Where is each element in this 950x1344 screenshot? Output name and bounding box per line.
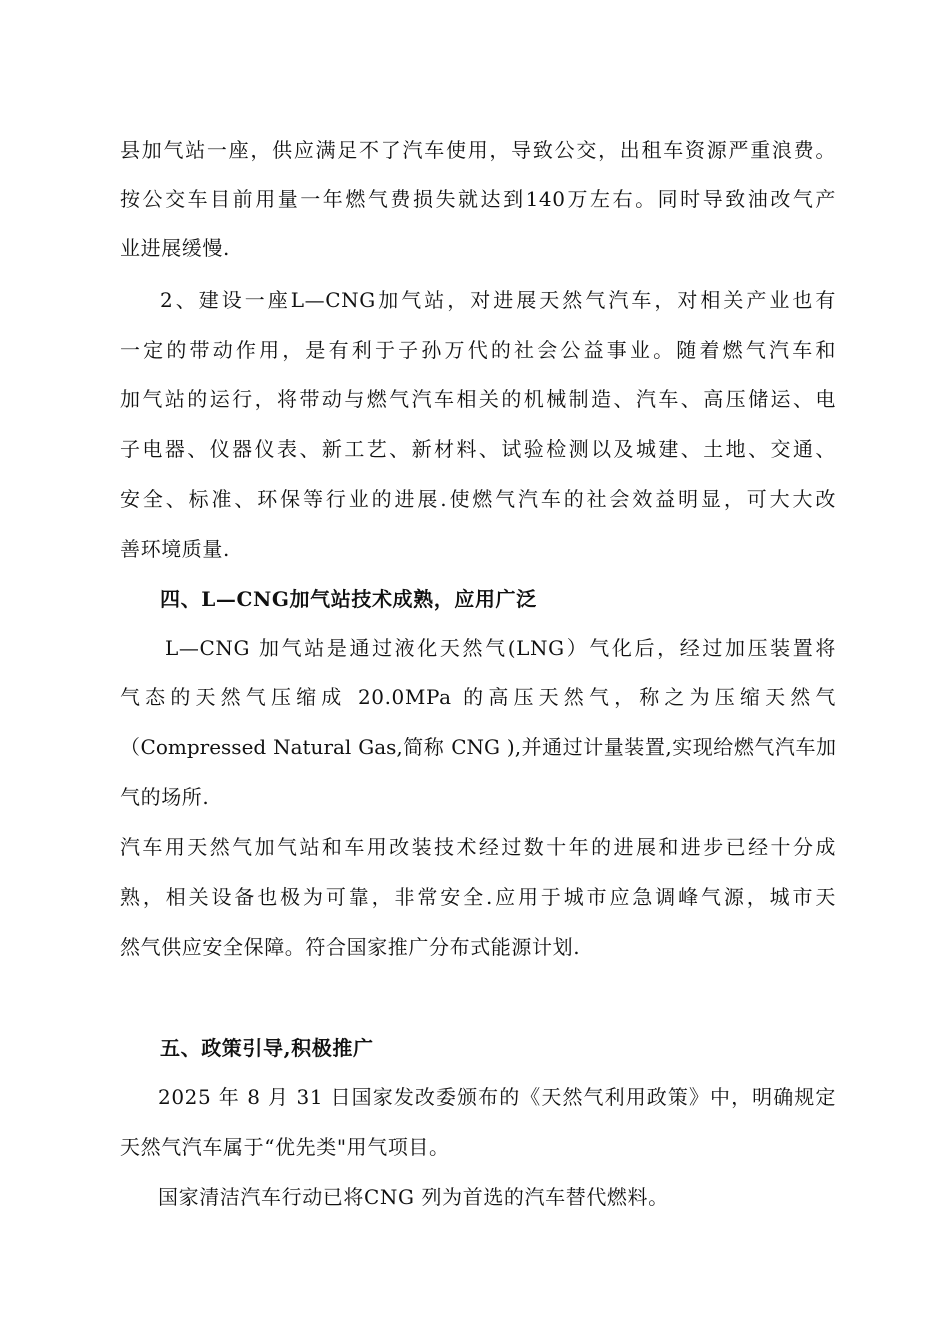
text-line: L—CNG 加气站是通过液化天然气(LNG）气化后，经过加压装置将 xyxy=(165,636,836,660)
text-line: 然气供应安全保障。符合国家推广分布式能源计划. xyxy=(120,935,581,959)
text-line: 善环境质量. xyxy=(120,537,230,561)
text-line: 子电器、仪器仪表、新工艺、新材料、试验检测以及城建、土地、交通、 xyxy=(120,437,836,461)
text-line: 一定的带动作用，是有利于子孙万代的社会公益事业。随着燃气汽车和 xyxy=(120,338,836,362)
text-line: 县加气站一座，供应满足不了汽车使用，导致公交，出租车资源严重浪费。 xyxy=(120,138,836,162)
text-line: 国家清洁汽车行动已将CNG 列为首选的汽车替代燃料。 xyxy=(158,1185,669,1209)
text-line: 安全、标准、环保等行业的进展.使燃气汽车的社会效益明显，可大大改 xyxy=(120,487,836,511)
text-line: 加气站的运行，将带动与燃气汽车相关的机械制造、汽车、高压储运、电 xyxy=(120,387,836,411)
text-line: 2025 年 8 月 31 日国家发改委颁布的《天然气利用政策》中，明确规定 xyxy=(158,1085,836,1109)
text-line: 气的场所. xyxy=(120,785,210,809)
text-line: （Compressed Natural Gas,简称 CNG ),并通过计量装置,实现给燃气汽车加 xyxy=(120,735,836,759)
text-line: 按公交车目前用量一年燃气费损失就达到140万左右。同时导致油改气产 xyxy=(120,187,836,211)
text-line: 2、建设一座L—CNG加气站，对进展天然气汽车，对相关产业也有 xyxy=(160,288,836,312)
text-line: 汽车用天然气加气站和车用改装技术经过数十年的进展和进步已经十分成 xyxy=(120,835,836,859)
text-line: 业进展缓慢. xyxy=(120,236,230,260)
text-line: 气态的天然气压缩成 20.0MPa 的高压天然气，称之为压缩天然气 xyxy=(120,685,836,709)
text-line: 熟，相关设备也极为可靠，非常安全.应用于城市应急调峰气源，城市天 xyxy=(120,885,836,909)
text-line: 天然气汽车属于“优先类"用气项目。 xyxy=(120,1135,450,1159)
section-heading-5: 五、政策引导,积极推广 xyxy=(160,1036,374,1060)
section-heading-4: 四、L—CNG加气站技术成熟，应用广泛 xyxy=(160,587,537,611)
